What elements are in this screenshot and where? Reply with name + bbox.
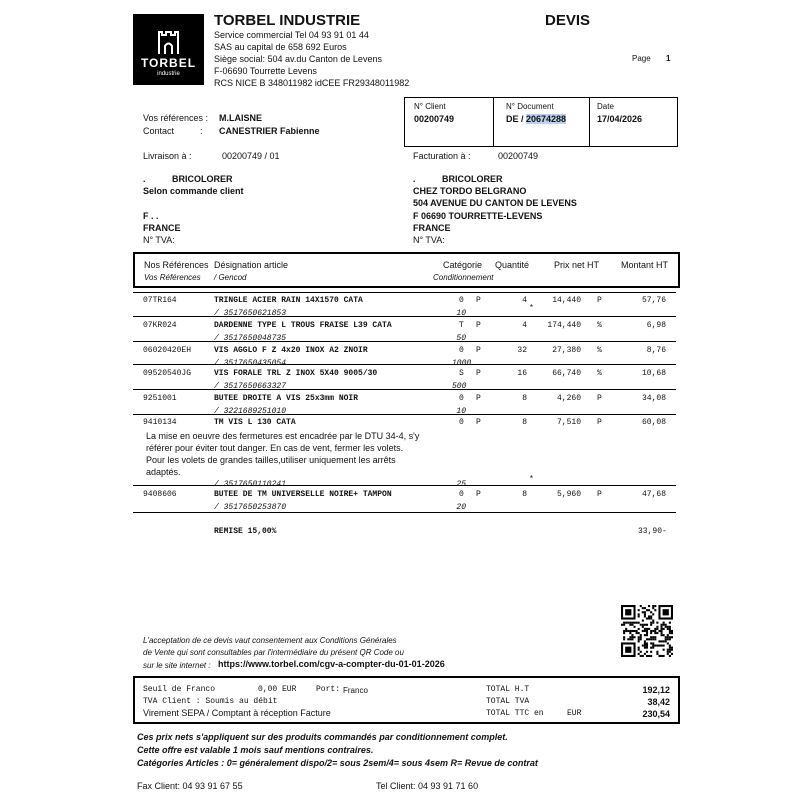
item-category: T <box>459 321 464 330</box>
item-designation: TRINGLE ACIER RAIN 14X1570 CATA <box>214 296 363 305</box>
header-vos-references: Vos Références <box>144 273 201 282</box>
item-quantity: 4 <box>522 296 527 305</box>
item-unit-price: 5,960 <box>556 490 581 499</box>
legal-text: de Vente qui sont consultables par l'intermédiaire du présent QR Code ou <box>143 648 404 657</box>
item-designation: BUTEE DROITE A VIS 25x3mm NOIR <box>214 394 359 403</box>
item-price-unit: % <box>597 369 602 378</box>
page-label: Page <box>632 54 651 63</box>
item-amount: 8,76 <box>646 346 666 355</box>
table-header <box>133 252 680 288</box>
item-price-unit: P <box>597 394 602 403</box>
item-gencod: / 3517650253870 <box>214 503 287 512</box>
company-logo <box>133 14 204 85</box>
billing-dot: . <box>413 174 416 184</box>
delivery-country: FRANCE <box>143 223 181 233</box>
item-gencod: / 3221689251010 <box>214 407 287 416</box>
item-reference: 07KR024 <box>143 321 177 330</box>
row-divider <box>133 292 676 293</box>
tva-client: TVA Client : Soumis au débit <box>143 697 278 706</box>
item-amount: 57,76 <box>641 296 666 305</box>
franco-value: 0,00 EUR <box>258 685 297 694</box>
item-note: La mise en oeuvre des fermetures est encadrée par le DTU 34-4, s'y <box>146 431 420 441</box>
item-conditionnement: 500 <box>452 382 467 391</box>
item-category: 0 <box>459 418 464 427</box>
fax-client: Fax Client: 04 93 91 67 55 <box>137 781 243 791</box>
item-conditionnement: 1000 <box>452 359 472 368</box>
item-amount: 60,08 <box>641 418 666 427</box>
header-categorie: Catégorie <box>443 260 483 270</box>
item-gencod: / 3517650663327 <box>214 382 287 391</box>
client-label: N° Client <box>414 102 446 111</box>
item-unit-price: 66,740 <box>552 369 581 378</box>
item-unit-price: 174,440 <box>547 321 581 330</box>
billing-city: F 06690 TOURRETTE-LEVENS <box>413 211 543 221</box>
facturation-value: 00200749 <box>498 151 539 161</box>
item-category: 0 <box>459 490 464 499</box>
item-conditionnement: 50 <box>456 334 466 343</box>
item-note: adaptés. <box>146 467 181 477</box>
facturation-label: Facturation à : <box>413 151 471 161</box>
item-amount: 34,08 <box>641 394 666 403</box>
total-tva-value: 38,42 <box>647 697 670 707</box>
total-ttc-currency: EUR <box>567 709 582 718</box>
port-label: Port: <box>316 685 341 694</box>
item-conditionnement: 10 <box>456 309 466 318</box>
item-quantity: 32 <box>517 346 527 355</box>
document-prefix: DE / <box>506 114 524 124</box>
delivery-city: F . . <box>143 211 159 221</box>
remise-value: 33,90- <box>638 527 667 536</box>
billing-country: FRANCE <box>413 223 451 233</box>
item-note: Pour les volets de grandes tailles,utiliser uniquement les arrêts <box>146 455 396 465</box>
company-line: RCS NICE B 348011982 idCEE FR29348011982 <box>214 78 410 88</box>
item-price-unit: P <box>597 418 602 427</box>
total-tva-label: TOTAL TVA <box>486 697 530 706</box>
date-label: Date <box>597 102 614 111</box>
document-date: 17/04/2026 <box>597 114 643 124</box>
item-category-type: P <box>476 369 481 378</box>
header-prix: Prix net HT <box>554 260 600 270</box>
legal-text: sur le site internet : <box>143 661 211 670</box>
item-quantity: 8 <box>522 490 527 499</box>
item-price-unit: P <box>597 490 602 499</box>
item-gencod: / 3517650048735 <box>214 334 287 343</box>
legal-text: L'acceptation de ce devis vaut consentement aux Conditions Générales <box>143 636 397 645</box>
total-ttc-label: TOTAL TTC en <box>486 709 544 718</box>
delivery-name: BRICOLORER <box>172 174 233 184</box>
delivery-tva: N° TVA: <box>143 235 175 245</box>
item-designation: DARDENNE TYPE L TROUS FRAISE L39 CATA <box>214 321 392 330</box>
billing-tva: N° TVA: <box>413 235 445 245</box>
total-ttc-value: 230,54 <box>642 709 670 719</box>
item-unit-price: 7,510 <box>556 418 581 427</box>
item-conditionnement: 10 <box>456 407 466 416</box>
item-unit-price: 4,260 <box>556 394 581 403</box>
item-reference: 07TR164 <box>143 296 177 305</box>
item-conditionnement: 20 <box>456 503 466 512</box>
livraison-value: 00200749 / 01 <box>222 151 280 161</box>
header-nos-references: Nos Références <box>144 260 209 270</box>
contact-label: Contact <box>143 126 175 136</box>
item-gencod: / 3517650110241 <box>214 480 287 489</box>
footer-note: Ces prix nets s'appliquent sur des produits commandés par conditionnement complet. <box>137 732 508 742</box>
footer-note: Cette offre est valable 1 mois sauf mentions contraires. <box>137 745 374 755</box>
item-reference: 9251001 <box>143 394 177 403</box>
item-marker: * <box>529 304 534 313</box>
contact-value: CANESTRIER Fabienne <box>219 126 320 136</box>
item-price-unit: % <box>597 346 602 355</box>
header-quantite: Quantité <box>495 260 530 270</box>
port-value: Franco <box>343 686 368 695</box>
item-quantity: 16 <box>517 369 527 378</box>
client-number: 00200749 <box>414 114 455 124</box>
item-note: référer pour éviter tout danger. En cas de vent, fermer les volets. <box>146 443 404 453</box>
tel-client: Tel Client: 04 93 91 71 60 <box>376 781 479 791</box>
item-unit-price: 27,380 <box>552 346 581 355</box>
logo-subtext: industrie <box>157 71 180 77</box>
item-gencod: / 3517650621853 <box>214 309 287 318</box>
item-category-type: P <box>476 296 481 305</box>
header-designation: Désignation article <box>214 260 289 270</box>
item-gencod: / 3517650435054 <box>214 359 287 368</box>
item-unit-price: 14,440 <box>552 296 581 305</box>
company-line: Siège social: 504 av.du Canton de Levens <box>214 54 382 64</box>
item-amount: 47,68 <box>641 490 666 499</box>
item-category-type: P <box>476 321 481 330</box>
item-quantity: 4 <box>522 321 527 330</box>
vos-references-label: Vos références : <box>143 113 209 123</box>
item-designation: VIS FORALE TRL Z INOX 5X40 9005/30 <box>214 369 378 378</box>
document-label: N° Document <box>506 102 554 111</box>
item-category-type: P <box>476 418 481 427</box>
item-designation: TM VIS L 130 CATA <box>214 418 296 427</box>
item-quantity: 8 <box>522 394 527 403</box>
item-reference: 9408606 <box>143 490 177 499</box>
header-conditionnement: Conditionnement <box>433 273 494 282</box>
item-reference: 06020420EH <box>143 346 192 355</box>
item-category: S <box>459 369 464 378</box>
item-category: 0 <box>459 346 464 355</box>
delivery-dot: . <box>143 174 146 184</box>
item-marker: * <box>529 475 534 484</box>
logo-text: TORBEL <box>140 56 197 70</box>
item-amount: 10,68 <box>641 369 666 378</box>
contact-colon: : <box>200 126 203 136</box>
item-reference: 9410134 <box>143 418 177 427</box>
company-line: SAS au capital de 658 692 Euros <box>214 42 347 52</box>
item-category: 0 <box>459 296 464 305</box>
item-category-type: P <box>476 346 481 355</box>
qr-code-icon[interactable] <box>621 605 673 657</box>
total-ht-value: 192,12 <box>642 685 670 695</box>
cgv-link[interactable]: https://www.torbel.com/cgv-a-compter-du-01-01-2026 <box>218 659 445 669</box>
delivery-line: Selon commande client <box>143 186 244 196</box>
item-designation: BUTEE DE TM UNIVERSELLE NOIRE+ TAMPON <box>214 490 392 499</box>
page-number: 1 <box>666 54 671 63</box>
billing-line: CHEZ TORDO BELGRANO <box>413 186 527 196</box>
company-line: F-06690 Tourrette Levens <box>214 66 317 76</box>
item-amount: 6,98 <box>646 321 666 330</box>
item-reference: 09520540JG <box>143 369 192 378</box>
remise-label: REMISE 15,00% <box>214 527 277 536</box>
item-category: 0 <box>459 394 464 403</box>
payment-terms: Virement SEPA / Comptant à réception Facture <box>143 708 331 718</box>
company-name: TORBEL INDUSTRIE <box>214 12 361 29</box>
row-divider <box>133 512 676 513</box>
item-designation: VIS AGGLO F Z 4x20 INOX A2 ZNOIR <box>214 346 368 355</box>
total-ht-label: TOTAL H.T <box>486 685 530 694</box>
item-price-unit: % <box>597 321 602 330</box>
item-category-type: P <box>476 394 481 403</box>
company-line: Service commercial Tel 04 93 91 01 44 <box>214 30 369 40</box>
document-type: DEVIS <box>545 12 591 29</box>
footer-note: Catégories Articles : 0= généralement dispo/2= sous 2sem/4= sous 4sem R= Revue de contrat <box>137 758 538 768</box>
billing-line: 504 AVENUE DU CANTON DE LEVENS <box>413 198 577 208</box>
item-price-unit: P <box>597 296 602 305</box>
header-montant: Montant HT <box>621 260 669 270</box>
item-category-type: P <box>476 490 481 499</box>
document-number[interactable]: 20674288 <box>526 114 567 124</box>
vos-references-value: M.LAISNE <box>219 113 263 123</box>
franco-label: Seuil de Franco <box>143 685 216 694</box>
header-gencod: / Gencod <box>214 273 247 282</box>
billing-name: BRICOLORER <box>442 174 503 184</box>
item-quantity: 8 <box>522 418 527 427</box>
livraison-label: Livraison à : <box>143 151 192 161</box>
item-conditionnement: 25 <box>456 480 466 489</box>
